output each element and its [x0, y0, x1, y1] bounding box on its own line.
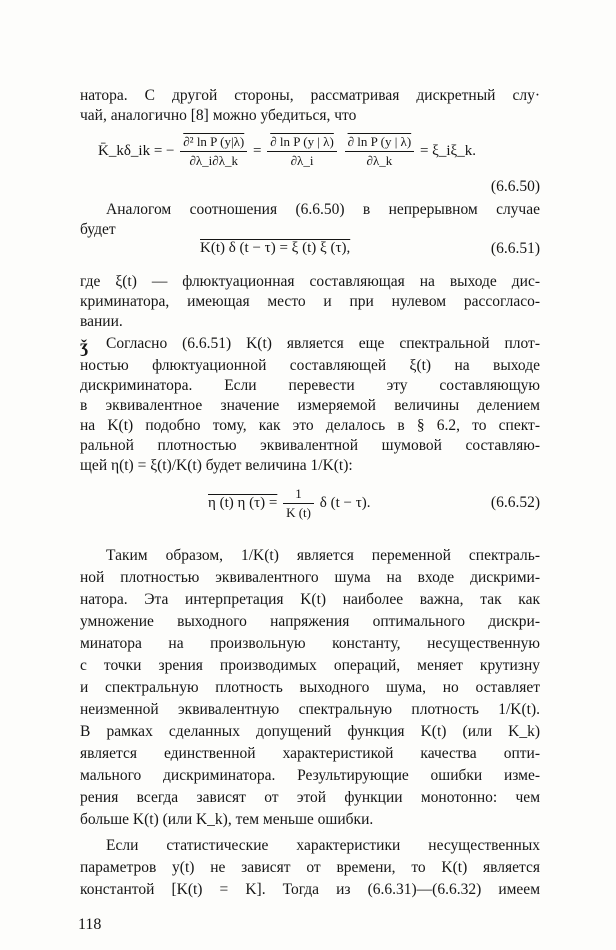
- eq52-fraction: [283, 486, 314, 521]
- text-line: константой [K(t) = K]. Тогда из (6.6.31)—(6.6.32) имеем: [80, 881, 540, 898]
- text-line: неизменной эквивалентную спектральную плотность 1/K(t).: [80, 701, 540, 718]
- eq50-fraction-1: [180, 134, 247, 169]
- text-line: в эквивалентное значение измеряемой величины делением: [80, 397, 540, 414]
- eq50-lhs: K̄_kδ_ik = −: [98, 142, 175, 159]
- equation-number-6-6-50: (6.6.50): [490, 178, 540, 195]
- text-line: является единственной характеристикой качества опти-: [80, 745, 540, 762]
- text-line: рения всегда зависят от этой функции монотонно: чем: [80, 789, 540, 806]
- text-line: В рамках сделанных допущений функция K(t) (или K_k): [80, 723, 540, 740]
- text-line: где ξ(t) — флюктуационная составляющая на выходе дис-: [80, 273, 540, 290]
- text-line: вании.: [80, 313, 123, 330]
- text-line: ностью флюктуационной составляющей ξ(t) на выходе: [80, 357, 540, 374]
- eq52-denominator: K (t): [286, 505, 311, 520]
- text-line: Согласно (6.6.51) K(t) является еще спектральной плот-: [106, 335, 540, 352]
- text-line: ральной плотностью эквивалентной шумовой составляю-: [80, 437, 540, 454]
- equation-number-6-6-52: (6.6.52): [490, 494, 540, 511]
- eq52-rhs: δ (t − τ).: [319, 494, 371, 511]
- text-line: ной плотностью эквивалентного шума на входе дискрими-: [80, 569, 540, 586]
- page-number: 118: [78, 916, 102, 933]
- eq50-frac1-numerator: ∂² ln P (y|λ): [180, 134, 247, 152]
- text-line: мального дискриминатора. Результирующие ошибки изме-: [80, 767, 540, 784]
- eq50-equals: =: [253, 142, 262, 159]
- text-line: умножение выходного напряжения оптимального дискри-: [80, 613, 540, 630]
- text-line: криминатора, имеющая место и при нулевом рассогласо-: [80, 293, 540, 310]
- text-line: и спектральную плотность выходного шума, но оставляет: [80, 679, 540, 696]
- equation-6-6-52: [208, 486, 370, 521]
- eq50-frac2-denominator: ∂λ_i: [290, 153, 314, 168]
- text-line: с точки зрения производимых операций, меняет крутизну: [80, 657, 540, 674]
- eq50-frac2-numerator: ∂ ln P (y | λ): [267, 134, 337, 152]
- equation-6-6-51: K(t) δ (t − τ) = ξ (t) ξ (τ),: [200, 240, 351, 256]
- eq50-frac3-denominator: ∂λ_k: [366, 153, 393, 168]
- text-line: будет: [80, 221, 116, 238]
- text-line: щей η(t) = ξ(t)/K(t) будет величина 1/K(t):: [80, 457, 353, 474]
- margin-mark: ǯ: [80, 336, 89, 356]
- text-line: больше K(t) (или K_k), тем меньше ошибки.: [80, 811, 374, 828]
- text-line: натора. С другой стороны, рассматривая дискретный слу·: [80, 87, 540, 104]
- text-line: Таким образом, 1/K(t) является переменной спектраль-: [106, 547, 540, 564]
- text-line: Если статистические характеристики несущественных: [106, 837, 540, 854]
- text-line: натора. Эта интерпретация K(t) наиболее важна, так как: [80, 591, 540, 608]
- eq50-fraction-2: [267, 134, 337, 169]
- equation-6-6-50: [98, 134, 476, 169]
- text-line: минатора на произвольную константу, несущественную: [80, 635, 540, 652]
- text-line: на K(t) подобно тому, как это делалось в § 6.2, то спект-: [80, 417, 540, 434]
- eq50-fraction-3: [345, 134, 415, 169]
- eq50-frac1-denominator: ∂λ_i∂λ_k: [189, 153, 239, 168]
- text-line: параметров y(t) не зависят от времени, то K(t) является: [80, 859, 540, 876]
- eq52-numerator: 1: [283, 486, 314, 504]
- eq52-lhs: η (t) η (τ) =: [208, 494, 278, 511]
- text-line: Аналогом соотношения (6.6.50) в непрерывном случае: [106, 201, 540, 218]
- text-line: чай, аналогично [8] можно убедиться, что: [80, 107, 357, 124]
- text-line: дискриминатора. Если перевести эту составляющую: [80, 377, 540, 394]
- eq50-rhs: = ξ_iξ_k.: [419, 142, 476, 159]
- equation-number-6-6-51: (6.6.51): [490, 240, 540, 257]
- eq50-frac3-numerator: ∂ ln P (y | λ): [345, 134, 415, 152]
